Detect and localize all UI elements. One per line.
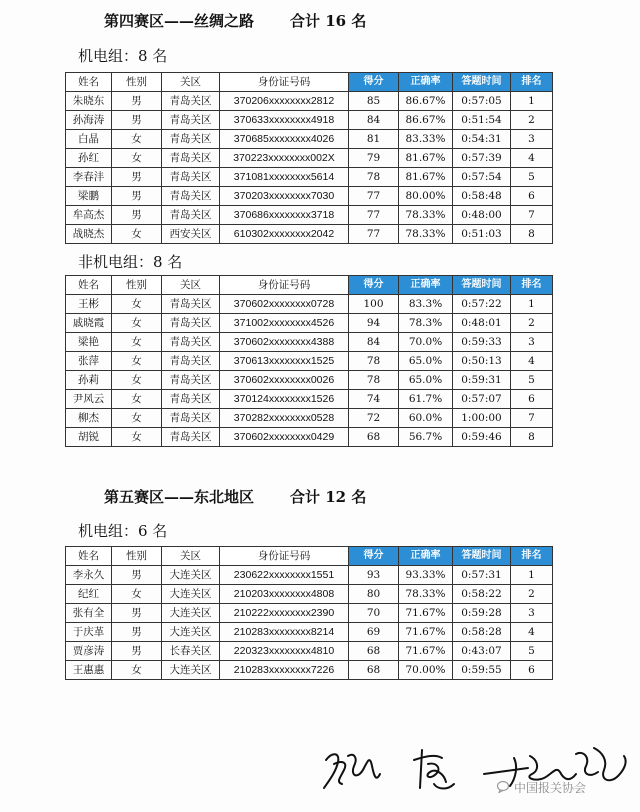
cell-id-number: 370633xxxxxxxx4918 — [220, 111, 349, 130]
cell-gender: 女 — [112, 225, 162, 244]
cell-accuracy: 86.67% — [399, 92, 453, 111]
cell-name: 孙红 — [66, 149, 112, 168]
table-header-row — [66, 547, 553, 566]
cell-name: 朱晓东 — [66, 92, 112, 111]
cell-answer-time: 0:58:48 — [453, 187, 511, 206]
section-5-total: 合计 12 名 — [290, 488, 367, 506]
cell-answer-time: 1:00:00 — [453, 409, 511, 428]
cell-answer-time: 0:57:05 — [453, 92, 511, 111]
table-row — [66, 111, 553, 130]
cell-answer-time: 0:48:01 — [453, 314, 511, 333]
table-header-row — [66, 276, 553, 295]
section-4-name: 第四赛区——丝绸之路 — [104, 12, 255, 30]
cell-answer-time: 0:59:33 — [453, 333, 511, 352]
cell-score: 84 — [349, 333, 399, 352]
cell-district: 青岛关区 — [162, 409, 220, 428]
cell-score: 78 — [349, 371, 399, 390]
cell-score: 74 — [349, 390, 399, 409]
cell-district: 西安关区 — [162, 225, 220, 244]
cell-accuracy: 81.67% — [399, 149, 453, 168]
cell-id-number: 370686xxxxxxxx3718 — [220, 206, 349, 225]
cell-accuracy: 71.67% — [399, 623, 453, 642]
cell-gender: 女 — [112, 352, 162, 371]
cell-district: 青岛关区 — [162, 92, 220, 111]
cell-name: 孙海涛 — [66, 111, 112, 130]
cell-score: 77 — [349, 206, 399, 225]
cell-name: 王彬 — [66, 295, 112, 314]
cell-district: 青岛关区 — [162, 333, 220, 352]
cell-district: 长春关区 — [162, 642, 220, 661]
header-answer-time: 答题时间 — [453, 276, 511, 295]
cell-gender: 男 — [112, 187, 162, 206]
cell-score: 78 — [349, 168, 399, 187]
cell-gender: 女 — [112, 390, 162, 409]
cell-answer-time: 0:58:28 — [453, 623, 511, 642]
cell-accuracy: 83.33% — [399, 130, 453, 149]
cell-rank: 4 — [511, 149, 553, 168]
cell-gender: 女 — [112, 333, 162, 352]
cell-gender: 男 — [112, 92, 162, 111]
header-gender: 性别 — [112, 276, 162, 295]
section-title-5 — [104, 486, 366, 507]
header-rank: 排名 — [511, 276, 553, 295]
section-4-total: 合计 16 名 — [290, 12, 367, 30]
header-answer-time: 答题时间 — [453, 547, 511, 566]
cell-rank: 6 — [511, 661, 553, 680]
table-row — [66, 225, 553, 244]
cell-name: 柳杰 — [66, 409, 112, 428]
table-row — [66, 604, 553, 623]
header-id-number: 身份证号码 — [220, 276, 349, 295]
table-row — [66, 623, 553, 642]
cell-answer-time: 0:59:28 — [453, 604, 511, 623]
cell-gender: 女 — [112, 295, 162, 314]
cell-rank: 1 — [511, 92, 553, 111]
cell-name: 白晶 — [66, 130, 112, 149]
cell-name: 梁鹏 — [66, 187, 112, 206]
cell-name: 孙莉 — [66, 371, 112, 390]
cell-id-number: 370602xxxxxxxx0026 — [220, 371, 349, 390]
header-rank: 排名 — [511, 547, 553, 566]
cell-rank: 7 — [511, 409, 553, 428]
cell-gender: 女 — [112, 428, 162, 447]
cell-score: 80 — [349, 585, 399, 604]
header-district: 关区 — [162, 276, 220, 295]
cell-rank: 4 — [511, 623, 553, 642]
cell-id-number: 370124xxxxxxxx1526 — [220, 390, 349, 409]
section-title-4 — [104, 10, 366, 31]
cell-id-number: 220323xxxxxxxx4810 — [220, 642, 349, 661]
cell-rank: 5 — [511, 168, 553, 187]
header-id-number: 身份证号码 — [220, 547, 349, 566]
cell-accuracy: 56.7% — [399, 428, 453, 447]
watermark-text: 中国报关协会 — [514, 781, 587, 795]
cell-accuracy: 86.67% — [399, 111, 453, 130]
table-row — [66, 566, 553, 585]
table-row — [66, 642, 553, 661]
table-row — [66, 92, 553, 111]
cell-name: 贾彦涛 — [66, 642, 112, 661]
results-table-s4-nonmech — [65, 275, 553, 447]
cell-accuracy: 65.0% — [399, 371, 453, 390]
cell-rank: 1 — [511, 566, 553, 585]
cell-answer-time: 0:43:07 — [453, 642, 511, 661]
cell-id-number: 370206xxxxxxxx2812 — [220, 92, 349, 111]
cell-rank: 8 — [511, 428, 553, 447]
cell-score: 93 — [349, 566, 399, 585]
cell-id-number: 210222xxxxxxxx2390 — [220, 604, 349, 623]
cell-id-number: 370602xxxxxxxx0429 — [220, 428, 349, 447]
cell-score: 84 — [349, 111, 399, 130]
header-score: 得分 — [349, 73, 399, 92]
header-accuracy: 正确率 — [399, 276, 453, 295]
table-row — [66, 585, 553, 604]
header-district: 关区 — [162, 547, 220, 566]
cell-district: 大连关区 — [162, 661, 220, 680]
cell-name: 张有全 — [66, 604, 112, 623]
cell-answer-time: 0:50:13 — [453, 352, 511, 371]
cell-rank: 2 — [511, 585, 553, 604]
cell-district: 大连关区 — [162, 604, 220, 623]
cell-accuracy: 78.33% — [399, 206, 453, 225]
cell-name: 于庆革 — [66, 623, 112, 642]
cell-answer-time: 0:51:03 — [453, 225, 511, 244]
table-header-row — [66, 73, 553, 92]
cell-accuracy: 78.3% — [399, 314, 453, 333]
cell-district: 青岛关区 — [162, 352, 220, 371]
cell-answer-time: 0:57:22 — [453, 295, 511, 314]
cell-district: 青岛关区 — [162, 149, 220, 168]
cell-rank: 5 — [511, 371, 553, 390]
cell-gender: 男 — [112, 111, 162, 130]
cell-gender: 男 — [112, 168, 162, 187]
group-label-s5-mech: 机电组：6 名 — [78, 522, 168, 540]
table-row — [66, 371, 553, 390]
section-5-name: 第五赛区——东北地区 — [104, 488, 255, 506]
cell-score: 78 — [349, 352, 399, 371]
header-name: 姓名 — [66, 276, 112, 295]
header-answer-time: 答题时间 — [453, 73, 511, 92]
table-row — [66, 409, 553, 428]
cell-accuracy: 83.3% — [399, 295, 453, 314]
handwritten-signatures — [318, 738, 634, 798]
cell-id-number: 230622xxxxxxxx1551 — [220, 566, 349, 585]
cell-accuracy: 71.67% — [399, 642, 453, 661]
cell-answer-time: 0:57:07 — [453, 390, 511, 409]
cell-accuracy: 70.0% — [399, 333, 453, 352]
cell-accuracy: 65.0% — [399, 352, 453, 371]
header-gender: 性别 — [112, 547, 162, 566]
cell-district: 青岛关区 — [162, 111, 220, 130]
cell-name: 牟高杰 — [66, 206, 112, 225]
header-score: 得分 — [349, 547, 399, 566]
table-row — [66, 149, 553, 168]
cell-answer-time: 0:54:31 — [453, 130, 511, 149]
cell-answer-time: 0:59:46 — [453, 428, 511, 447]
cell-accuracy: 81.67% — [399, 168, 453, 187]
cell-score: 81 — [349, 130, 399, 149]
cell-rank: 3 — [511, 333, 553, 352]
cell-accuracy: 93.33% — [399, 566, 453, 585]
cell-name: 梁艳 — [66, 333, 112, 352]
results-table-s5-mech — [65, 546, 553, 680]
cell-name: 王惠惠 — [66, 661, 112, 680]
cell-district: 青岛关区 — [162, 130, 220, 149]
cell-answer-time: 0:59:55 — [453, 661, 511, 680]
cell-accuracy: 80.00% — [399, 187, 453, 206]
cell-accuracy: 78.33% — [399, 585, 453, 604]
cell-rank: 6 — [511, 390, 553, 409]
cell-rank: 3 — [511, 130, 553, 149]
cell-gender: 女 — [112, 149, 162, 168]
cell-id-number: 370282xxxxxxxx0528 — [220, 409, 349, 428]
cell-id-number: 370613xxxxxxxx1525 — [220, 352, 349, 371]
cell-answer-time: 0:57:39 — [453, 149, 511, 168]
header-rank: 排名 — [511, 73, 553, 92]
cell-rank: 6 — [511, 187, 553, 206]
results-table-s4-mech — [65, 72, 553, 244]
cell-gender: 男 — [112, 642, 162, 661]
cell-score: 68 — [349, 661, 399, 680]
header-score: 得分 — [349, 276, 399, 295]
cell-score: 72 — [349, 409, 399, 428]
cell-accuracy: 71.67% — [399, 604, 453, 623]
cell-score: 85 — [349, 92, 399, 111]
cell-rank: 3 — [511, 604, 553, 623]
cell-answer-time: 0:57:31 — [453, 566, 511, 585]
cell-gender: 男 — [112, 623, 162, 642]
header-id-number: 身份证号码 — [220, 73, 349, 92]
table-row — [66, 187, 553, 206]
cell-answer-time: 0:57:54 — [453, 168, 511, 187]
header-accuracy: 正确率 — [399, 73, 453, 92]
cell-score: 69 — [349, 623, 399, 642]
cell-name: 尹风云 — [66, 390, 112, 409]
cell-district: 青岛关区 — [162, 187, 220, 206]
cell-rank: 7 — [511, 206, 553, 225]
cell-id-number: 370602xxxxxxxx4388 — [220, 333, 349, 352]
cell-id-number: 210283xxxxxxxx8214 — [220, 623, 349, 642]
cell-gender: 女 — [112, 661, 162, 680]
cell-gender: 女 — [112, 371, 162, 390]
cell-gender: 女 — [112, 585, 162, 604]
cell-id-number: 370602xxxxxxxx0728 — [220, 295, 349, 314]
cell-rank: 2 — [511, 111, 553, 130]
cell-answer-time: 0:59:31 — [453, 371, 511, 390]
cell-gender: 男 — [112, 206, 162, 225]
cell-district: 青岛关区 — [162, 314, 220, 333]
cell-id-number: 610302xxxxxxxx2042 — [220, 225, 349, 244]
cell-score: 68 — [349, 428, 399, 447]
cell-accuracy: 61.7% — [399, 390, 453, 409]
table-row — [66, 314, 553, 333]
table-row — [66, 206, 553, 225]
cell-district: 大连关区 — [162, 623, 220, 642]
table-row — [66, 295, 553, 314]
cell-rank: 8 — [511, 225, 553, 244]
cell-name: 战晓杰 — [66, 225, 112, 244]
header-district: 关区 — [162, 73, 220, 92]
cell-score: 100 — [349, 295, 399, 314]
cell-gender: 女 — [112, 130, 162, 149]
cell-district: 青岛关区 — [162, 390, 220, 409]
chat-bubble-icon — [497, 780, 511, 793]
table-row — [66, 661, 553, 680]
cell-answer-time: 0:51:54 — [453, 111, 511, 130]
cell-answer-time: 0:48:00 — [453, 206, 511, 225]
cell-rank: 2 — [511, 314, 553, 333]
cell-name: 李永久 — [66, 566, 112, 585]
cell-name: 戚晓霞 — [66, 314, 112, 333]
cell-id-number: 371002xxxxxxxx4526 — [220, 314, 349, 333]
cell-rank: 5 — [511, 642, 553, 661]
cell-accuracy: 70.00% — [399, 661, 453, 680]
cell-gender: 女 — [112, 409, 162, 428]
cell-district: 大连关区 — [162, 566, 220, 585]
header-accuracy: 正确率 — [399, 547, 453, 566]
cell-answer-time: 0:58:22 — [453, 585, 511, 604]
cell-name: 张萍 — [66, 352, 112, 371]
cell-score: 77 — [349, 225, 399, 244]
cell-score: 79 — [349, 149, 399, 168]
group-label-s4-mech: 机电组：8 名 — [78, 47, 168, 65]
cell-gender: 男 — [112, 604, 162, 623]
cell-district: 青岛关区 — [162, 371, 220, 390]
header-name: 姓名 — [66, 547, 112, 566]
cell-district: 青岛关区 — [162, 295, 220, 314]
header-name: 姓名 — [66, 73, 112, 92]
cell-score: 68 — [349, 642, 399, 661]
cell-score: 94 — [349, 314, 399, 333]
cell-accuracy: 78.33% — [399, 225, 453, 244]
group-label-s4-nonmech: 非机电组：8 名 — [78, 253, 183, 271]
cell-district: 青岛关区 — [162, 206, 220, 225]
cell-district: 青岛关区 — [162, 168, 220, 187]
cell-id-number: 370203xxxxxxxx7030 — [220, 187, 349, 206]
cell-gender: 女 — [112, 314, 162, 333]
cell-name: 胡锐 — [66, 428, 112, 447]
cell-id-number: 371081xxxxxxxx5614 — [220, 168, 349, 187]
cell-id-number: 370685xxxxxxxx4026 — [220, 130, 349, 149]
cell-score: 70 — [349, 604, 399, 623]
cell-district: 青岛关区 — [162, 428, 220, 447]
cell-rank: 4 — [511, 352, 553, 371]
cell-name: 纪红 — [66, 585, 112, 604]
header-gender: 性别 — [112, 73, 162, 92]
table-row — [66, 130, 553, 149]
cell-gender: 男 — [112, 566, 162, 585]
cell-id-number: 210203xxxxxxxx4808 — [220, 585, 349, 604]
cell-id-number: 210283xxxxxxxx7226 — [220, 661, 349, 680]
cell-score: 77 — [349, 187, 399, 206]
table-row — [66, 428, 553, 447]
cell-rank: 1 — [511, 295, 553, 314]
cell-district: 大连关区 — [162, 585, 220, 604]
cell-name: 李春沣 — [66, 168, 112, 187]
cell-accuracy: 60.0% — [399, 409, 453, 428]
table-row — [66, 390, 553, 409]
table-row — [66, 333, 553, 352]
table-row — [66, 352, 553, 371]
cell-id-number: 370223xxxxxxxx002X — [220, 149, 349, 168]
table-row — [66, 168, 553, 187]
